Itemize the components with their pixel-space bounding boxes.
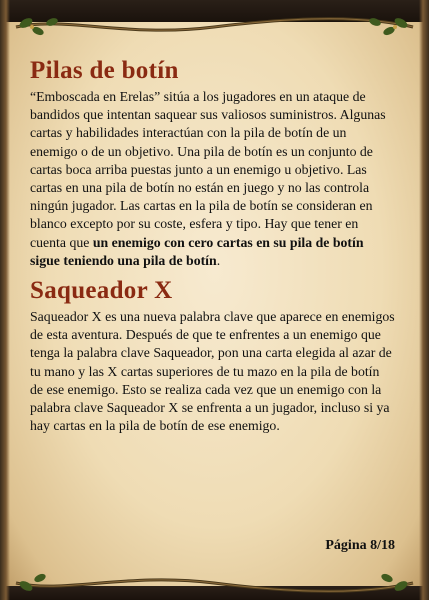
section-raider [30,276,395,435]
vine-border-bottom-icon [6,570,423,596]
section-body-loot-piles [30,88,395,270]
section-title-loot-piles: Pilas de botín [30,57,179,84]
body-end-text: . [216,252,221,268]
page-content [30,56,395,435]
page-number: Página 8/18 [325,538,395,553]
frame-left [0,0,10,600]
body-text: “Emboscada en Erelas” sitúa a los jugadores en un ataque de bandidos que intentan saquear sus valiosos suministros. Algunas cartas y habilidades interactúan con la pila de botín de un enemigo o de un objetivo. Una pila de botín es un conjunto de cartas boca arriba puestas junto a un enemigo u objetivo. Las cartas en una pila de botín no están en juego y no las controla ningún jugador. Las cartas en la pila de botín se consideran en blanco excepto por su coste, esfera y tipo. Hay que tener en cuenta que [30,89,386,250]
section-body-raider: Saqueador X es una nueva palabra clave que aparece en enemigos de esta aventura. Después de que te enfrentes a un enemigo que tenga la palabra clave Saqueador, pon una carta elegida al azar de tu mano y las X cartas superiores de tu mazo en la pila de botín de ese enemigo. Esto se realiza cada vez que un enemigo con la palabra clave Saqueador X se enfrenta a un jugador, incluso si ya hay cartas en la pila de botín de ese enemigo. [30,309,395,434]
section-title-raider: Saqueador X [30,277,173,305]
body-bold-text: un enemigo con cero cartas en su pila de botín sigue teniendo una pila de botín [30,234,364,268]
vine-border-top-icon [6,14,423,40]
frame-right [419,0,429,600]
